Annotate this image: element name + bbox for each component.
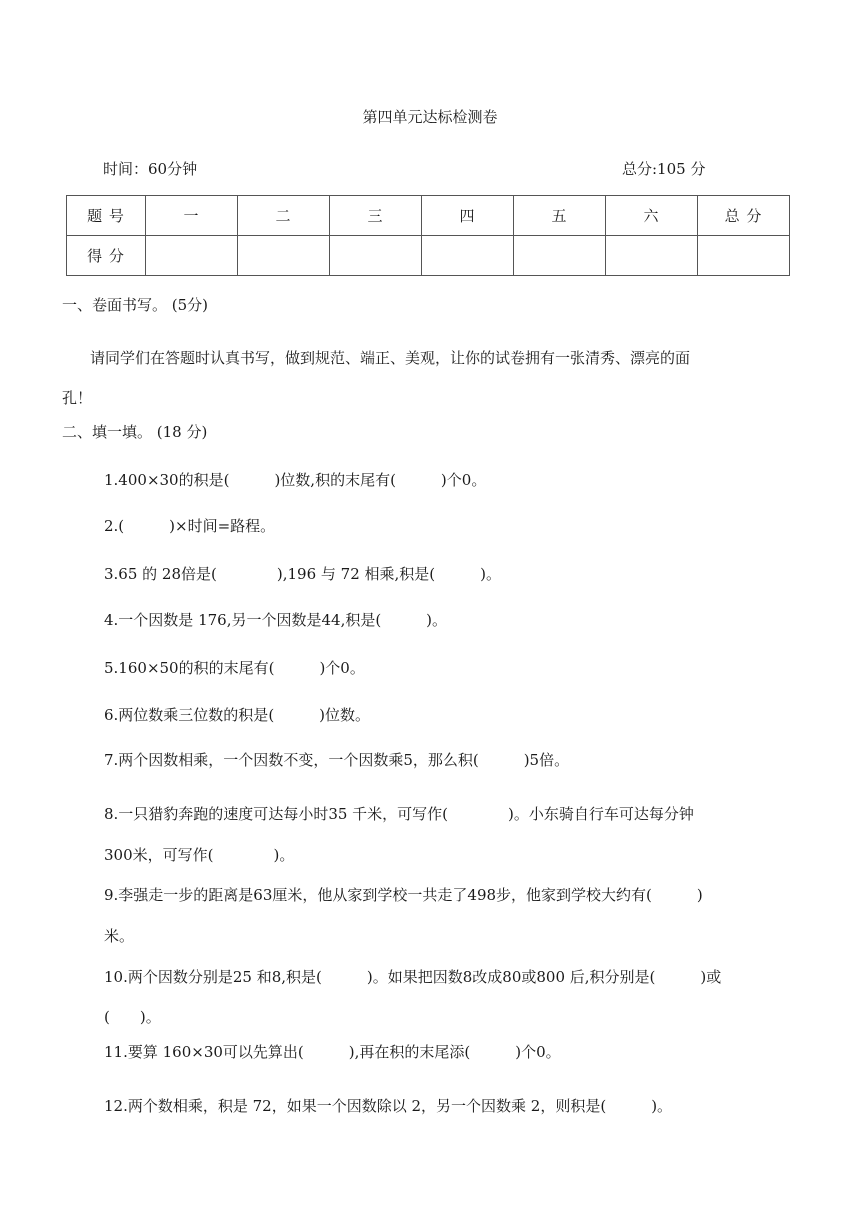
section-2-heading: 二、填一填。 (18 分): [62, 423, 208, 441]
score-table-header-row: [67, 196, 790, 236]
question-3: 3.65 的 28倍是( ),196 与 72 相乘,积是( )。: [104, 565, 501, 583]
question-9: 9.李强走一步的距离是63厘米，他从家到学校一共走了498步，他家到学校大约有( ): [104, 886, 703, 904]
score-table-header-cell: 一: [146, 196, 238, 236]
exam-time: 时间：60分钟: [103, 160, 198, 178]
question-12: 12.两个数相乘，积是 72，如果一个因数除以 2，另一个因数乘 2，则积是( )。: [104, 1097, 673, 1115]
score-table-header-cell: 二: [238, 196, 330, 236]
score-table-score-row: [67, 236, 790, 276]
question-5: 5.160×50的积的末尾有( )个0。: [104, 659, 365, 677]
score-cell[interactable]: [146, 236, 238, 276]
question-7: 7.两个因数相乘，一个因数不变，一个因数乘5，那么积( )5倍。: [104, 751, 570, 769]
total-score: 总分:105 分: [622, 160, 706, 178]
question-4: 4.一个因数是 176,另一个因数是44,积是( )。: [104, 611, 448, 629]
score-cell[interactable]: [514, 236, 606, 276]
score-cell[interactable]: [422, 236, 514, 276]
question-1: 1.400×30的积是( )位数,积的末尾有( )个0。: [104, 471, 487, 489]
section-1-heading: 一、卷面书写。 (5分): [62, 296, 209, 314]
score-table-header-cell: 总 分: [698, 196, 790, 236]
score-table-header-cell: 题 号: [67, 196, 146, 236]
question-11: 11.要算 160×30可以先算出( ),再在积的末尾添( )个0。: [104, 1043, 561, 1061]
page-title: 第四单元达标检测卷: [362, 108, 498, 126]
section-1-text: 请同学们在答题时认真书写，做到规范、端正、美观，让你的试卷拥有一张清秀、漂亮的面: [90, 349, 691, 367]
question-10-cont: ( )。: [104, 1008, 161, 1026]
score-table: [66, 195, 790, 276]
score-table-header-cell: 三: [330, 196, 422, 236]
section-1-text: 孔！: [62, 389, 93, 407]
question-8: 8.一只猎豹奔跑的速度可达每小时35 千米，可写作( )。小东骑自行车可达每分钟: [104, 805, 694, 823]
question-8-cont: 300米，可写作( )。: [104, 846, 295, 864]
question-6: 6.两位数乘三位数的积是( )位数。: [104, 706, 371, 724]
question-9-cont: 米。: [104, 927, 135, 945]
score-cell[interactable]: [330, 236, 422, 276]
score-cell[interactable]: [238, 236, 330, 276]
question-2: 2.( )×时间=路程。: [104, 517, 276, 535]
score-table-header-cell: 四: [422, 196, 514, 236]
score-table-header-cell: 六: [606, 196, 698, 236]
score-cell[interactable]: [698, 236, 790, 276]
score-table-header-cell: 五: [514, 196, 606, 236]
score-cell[interactable]: [606, 236, 698, 276]
score-row-label: 得 分: [67, 236, 146, 276]
question-10: 10.两个因数分别是25 和8,积是( )。如果把因数8改成80或800 后,积分别是( )或: [104, 968, 722, 986]
